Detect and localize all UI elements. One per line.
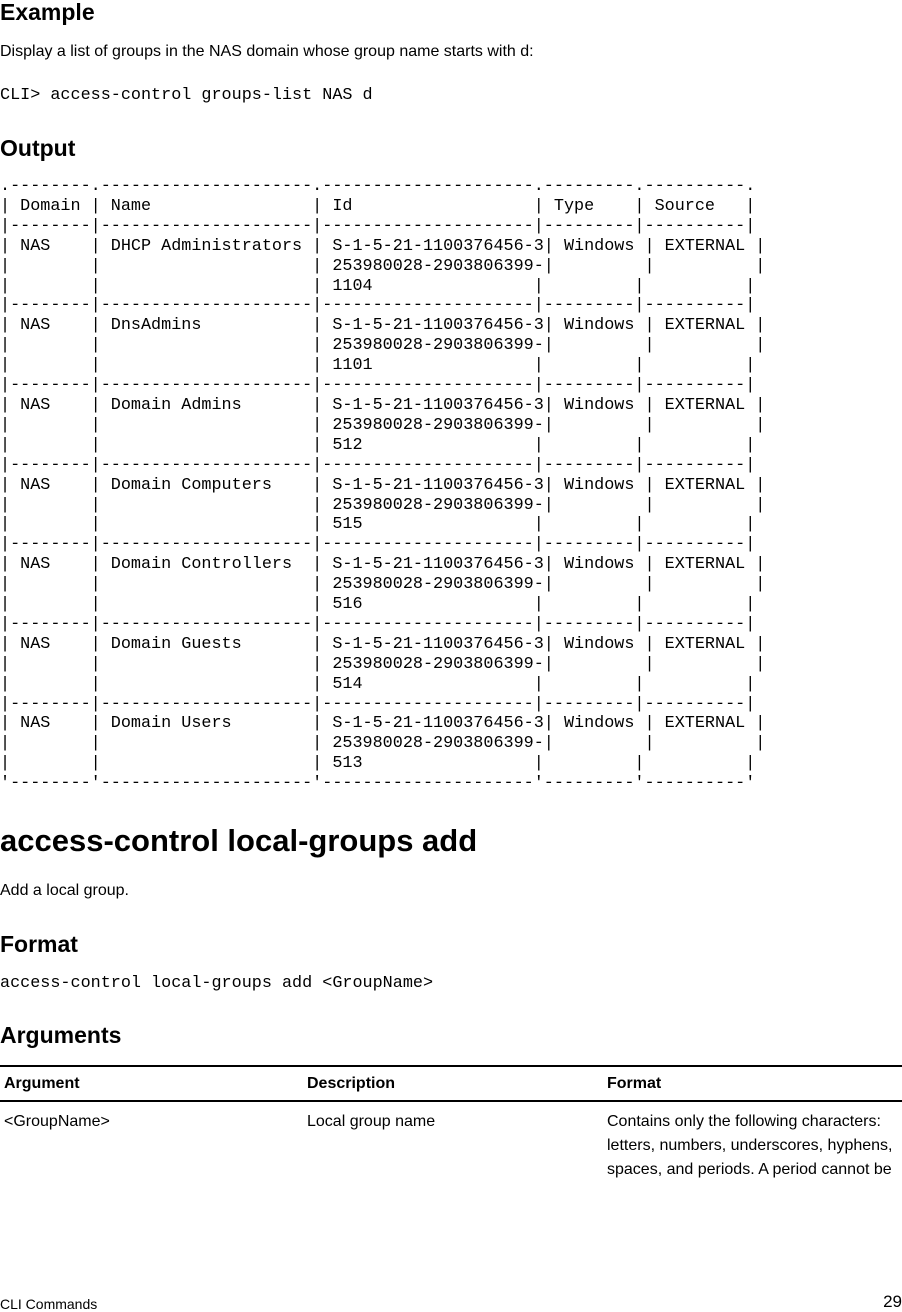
format-cell: Contains only the following characters: letters, numbers, underscores, hyphens, spaces, and periods. A period cannot be (607, 1113, 893, 1178)
example-heading: Example (0, 0, 95, 25)
output-heading: Output (0, 135, 76, 161)
argument-cell: <GroupName> (4, 1113, 110, 1130)
column-header-description: Description (303, 1066, 603, 1101)
description-cell: Local group name (307, 1113, 436, 1130)
section-title: access-control local-groups add (0, 823, 478, 858)
arguments-heading: Arguments (0, 1022, 122, 1048)
column-header-argument: Argument (0, 1066, 303, 1101)
footer-page-number: 29 (883, 1292, 902, 1311)
table-row (0, 1101, 902, 1182)
section-description: Add a local group. (0, 882, 129, 899)
arguments-table (0, 1065, 902, 1182)
format-syntax: access-control local-groups add <GroupName> (0, 974, 434, 993)
footer-section-name: CLI Commands (0, 1296, 98, 1312)
arguments-header-row (0, 1066, 902, 1101)
column-header-format: Format (603, 1066, 902, 1101)
example-command: CLI> access-control groups-list NAS d (0, 86, 373, 105)
format-heading: Format (0, 931, 78, 957)
example-description: Display a list of groups in the NAS domain whose group name starts with d: (0, 43, 534, 60)
output-ascii-table: .--------.---------------------.---------------------.---------.----------. | Domain | Name | Id | Type | Source | |--------|---------------------|---------------------|---------|----------| | NAS | DHCP Administrators | S-1-5-21-1100376456-3| Windows | EXTERNAL | | | | 253980028-2903806399-| | | | | | 1104 | | | |--------|---------------------|---------------------|---------|----------| | NAS | DnsAdmins | S-1-5-21-1100376456-3| Windows | EXTERNAL | | | | 253980028-2903806399-| | | | | | 1101 | | | |--------|---------------------|---------------------|---------|----------| | NAS | Domain Admins | S-1-5-21-1100376456-3| Windows | EXTERNAL | | | | 253980028-2903806399-| | | | | | 512 | | | |--------|---------------------|---------------------|---------|----------| | NAS | Domain Computers | S-1-5-21-1100376456-3| Windows | EXTERNAL | | | | 253980028-2903806399-| | | | | | 515 | | | |--------|---------------------|---------------------|---------|----------| | NAS | Domain Controllers | S-1-5-21-1100376456-3| Windows | EXTERNAL | | | | 253980028-2903806399-| | | | | | 516 | | | |--------|---------------------|---------------------|---------|----------| | NAS | Domain Guests | S-1-5-21-1100376456-3| Windows | EXTERNAL | | | | 253980028-2903806399-| | | | | | 514 | | | |--------|---------------------|---------------------|---------|----------| | NAS | Domain Users | S-1-5-21-1100376456-3| Windows | EXTERNAL | | | | 253980028-2903806399-| | | | | | 513 | | | '--------'---------------------'---------------------'---------'----------' (0, 177, 766, 794)
